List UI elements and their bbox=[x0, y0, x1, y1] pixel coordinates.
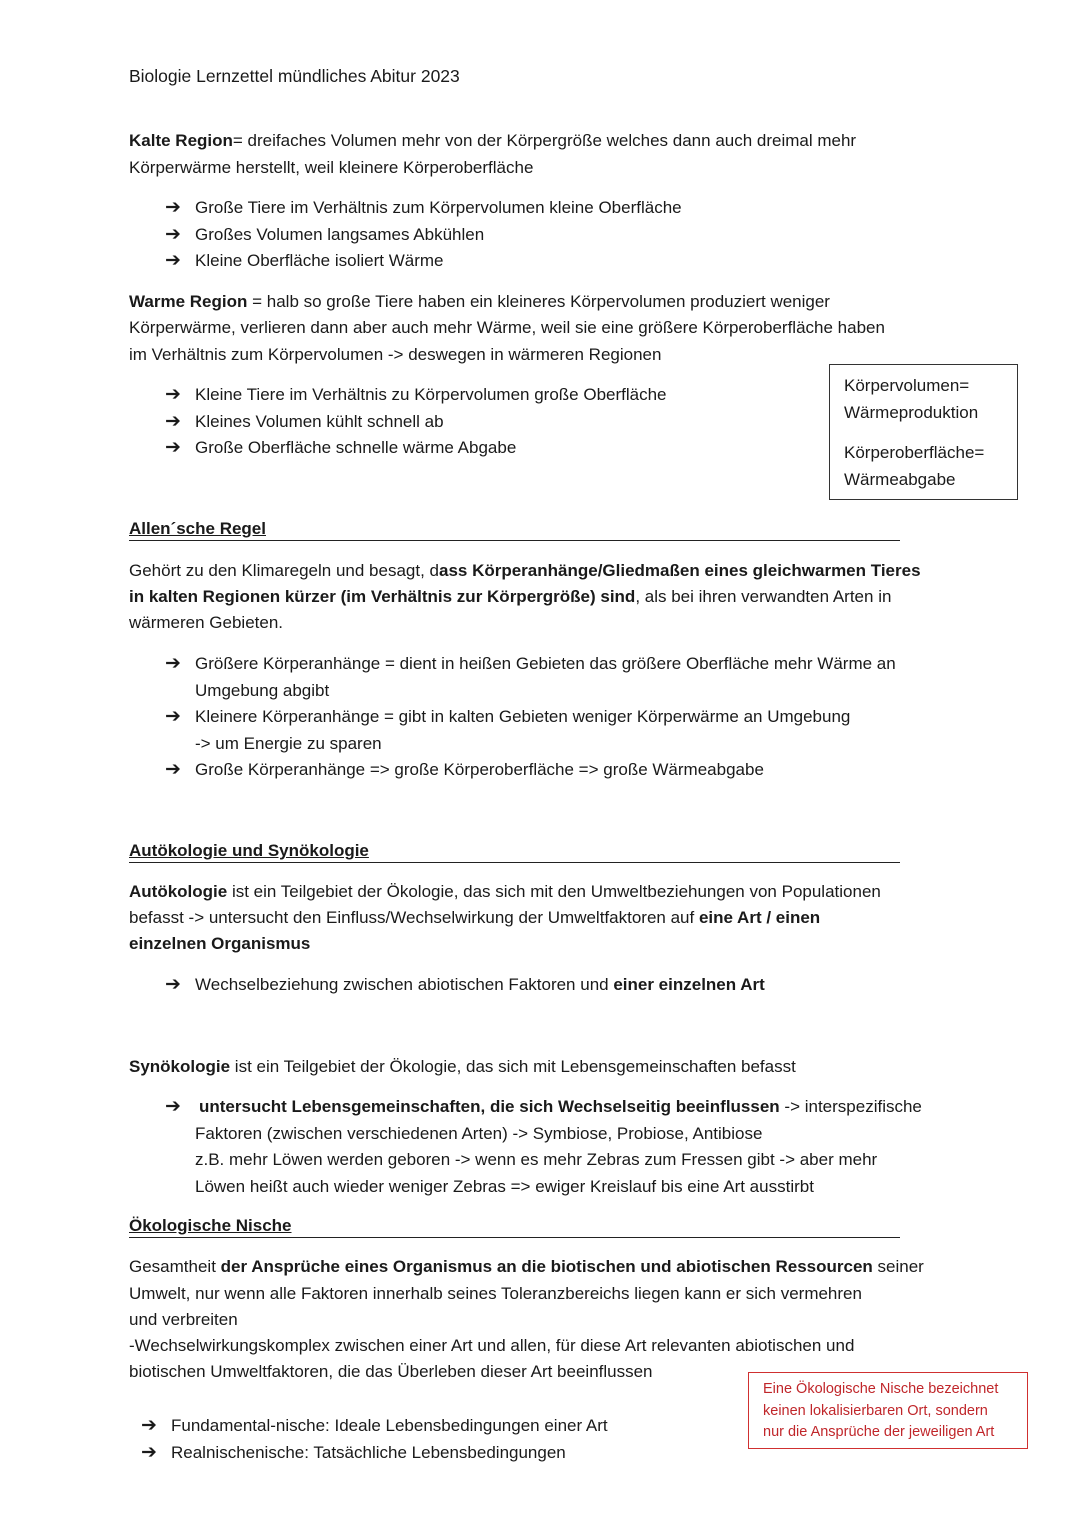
niche-line-3: und verbreiten bbox=[129, 1310, 238, 1329]
list-item: ➔ Kleine Oberfläche isoliert Wärme bbox=[165, 248, 682, 275]
allen-paragraph-line-2: in kalten Regionen kürzer (im Verhältnis zur Körpergröße) sind, als bei ihren verwandten Arten in bbox=[129, 587, 892, 606]
arrow-right-icon: ➔ bbox=[165, 410, 181, 432]
info-box bbox=[829, 364, 1018, 500]
list-item: ➔ untersucht Lebensgemeinschaften, die sich Wechselseitig beeinflussen -> interspezifische Faktoren (zwischen verschiedenen Arten) -> Symbiose, Probiose, Antibiose z.B. mehr Löwen werden geboren -> wenn es mehr Zebras zum Fressen gibt -> aber mehr Löwen heißt auch wieder weniger Zebras => ewiger Kreislauf bis eine Art ausstirbt bbox=[165, 1096, 922, 1196]
arrow-right-icon: ➔ bbox=[165, 653, 181, 674]
note-line: nur die Ansprüche der jeweiligen Art bbox=[763, 1424, 995, 1440]
arrow-right-icon: ➔ bbox=[165, 759, 181, 780]
list-item: ➔ Kleinere Körperanhänge = gibt in kalten Gebieten weniger Körperwärme an Umgebung -> um Energie zu sparen bbox=[165, 706, 851, 753]
document-title: Biologie Lernzettel mündliches Abitur 2023 bbox=[129, 66, 460, 86]
warm-region-line-1: Warme Region = halb so große Tiere haben ein kleineres Körpervolumen produziert weniger bbox=[129, 292, 830, 311]
warm-region-term: Warme Region bbox=[129, 292, 248, 311]
arrow-right-icon: ➔ bbox=[165, 250, 181, 271]
cold-region-text: = dreifaches Volumen mehr von der Körpergröße welches dann auch dreimal mehr bbox=[232, 131, 857, 150]
note-line: keinen lokalisierbaren Ort, sondern bbox=[763, 1402, 988, 1419]
niche-bullets bbox=[141, 1413, 608, 1466]
syn-line-1: Synökologie ist ein Teilgebiet der Ökologie, das sich mit Lebensgemeinschaften befasst bbox=[129, 1057, 796, 1076]
list-item: ➔ Kleines Volumen kühlt schnell ab bbox=[165, 409, 667, 436]
info-box-line: Körpervolumen= bbox=[844, 376, 970, 395]
section-heading-allen: Allen´sche Regel bbox=[129, 518, 900, 541]
niche-line-5: biotischen Umweltfaktoren, die das Überleben dieser Art beeinflussen bbox=[129, 1362, 653, 1381]
niche-line-2: Umwelt, nur wenn alle Faktoren innerhalb seines Toleranzbereichs liegen kann er sich vermehren bbox=[129, 1284, 862, 1303]
list-item: ➔ Realnischenische: Tatsächliche Lebensbedingungen bbox=[141, 1440, 608, 1467]
section-heading-autoekologie: Autökologie und Synökologie bbox=[129, 840, 900, 863]
syn-bullets bbox=[165, 1094, 965, 1200]
arrow-right-icon: ➔ bbox=[165, 384, 181, 405]
niche-line-1: Gesamtheit der Ansprüche eines Organismus an die biotischen und abiotischen Ressourcen seiner bbox=[129, 1257, 924, 1276]
arrow-right-icon: ➔ bbox=[165, 974, 181, 995]
niche-line-4: -Wechselwirkungskomplex zwischen einer Art und allen, für diese Art relevanten abiotischen und bbox=[129, 1336, 855, 1355]
note-line: Eine Ökologische Nische bezeichnet bbox=[763, 1381, 999, 1397]
arrow-right-icon: ➔ bbox=[165, 223, 181, 245]
list-item: ➔ Große Tiere im Verhältnis zum Körpervolumen kleine Oberfläche bbox=[165, 195, 682, 222]
arrow-right-icon: ➔ bbox=[165, 437, 181, 458]
list-item: ➔ Kleine Tiere im Verhältnis zu Körpervolumen große Oberfläche bbox=[165, 382, 667, 409]
auto-bullets bbox=[165, 972, 765, 999]
list-item: ➔ Größere Körperanhänge = dient in heißen Gebieten das größere Oberfläche mehr Wärme an Umgebung abgibt bbox=[165, 653, 896, 700]
arrow-right-icon: ➔ bbox=[141, 1441, 157, 1463]
list-item: ➔ Große Oberfläche schnelle wärme Abgabe bbox=[165, 435, 667, 462]
auto-line-3: einzelnen Organismus bbox=[129, 934, 311, 953]
niche-note-box bbox=[748, 1372, 1028, 1449]
allen-bullets bbox=[165, 651, 985, 784]
arrow-right-icon: ➔ bbox=[165, 706, 181, 727]
arrow-right-icon: ➔ bbox=[165, 197, 181, 218]
allen-paragraph-line-1: Gehört zu den Klimaregeln und besagt, dass Körperanhänge/Gliedmaßen eines gleichwarmen Tieres bbox=[129, 561, 921, 580]
list-item: ➔ Großes Volumen langsames Abkühlen bbox=[165, 222, 682, 249]
arrow-right-icon: ➔ bbox=[165, 1096, 181, 1117]
auto-line-2: befasst -> untersucht den Einfluss/Wechselwirkung der Umweltfaktoren auf eine Art / einen bbox=[129, 908, 821, 927]
arrow-right-icon: ➔ bbox=[141, 1415, 157, 1436]
list-item: ➔ Große Körperanhänge => große Körperoberfläche => große Wärmeabgabe bbox=[165, 757, 985, 784]
section-heading-nische: Ökologische Nische bbox=[129, 1215, 900, 1238]
list-item: ➔ Wechselbeziehung zwischen abiotischen Faktoren und einer einzelnen Art bbox=[165, 972, 765, 999]
cold-region-term: Kalte Region bbox=[129, 131, 233, 150]
info-box-line: Körperoberfläche= bbox=[844, 443, 985, 462]
cold-region-bullets bbox=[165, 195, 682, 275]
warm-region-bullets bbox=[165, 382, 667, 462]
cold-region-line-2: Körperwärme herstellt, weil kleinere Körperoberfläche bbox=[129, 158, 534, 177]
warm-region-line-3: im Verhältnis zum Körpervolumen -> deswegen in wärmeren Regionen bbox=[129, 345, 662, 364]
warm-region-line-2: Körperwärme, verlieren dann aber auch mehr Wärme, weil sie eine größere Körperoberfläche haben bbox=[129, 318, 885, 337]
list-item: ➔ Fundamental-nische: Ideale Lebensbedingungen einer Art bbox=[141, 1413, 608, 1440]
auto-line-1: Autökologie ist ein Teilgebiet der Ökologie, das sich mit den Umweltbeziehungen von Populationen bbox=[129, 882, 881, 901]
allen-paragraph-line-3: wärmeren Gebieten. bbox=[129, 613, 284, 632]
cold-region-line-1 bbox=[129, 128, 856, 155]
info-box-line: Wärmeproduktion bbox=[844, 402, 979, 422]
info-box-line: Wärmeabgabe bbox=[844, 469, 956, 489]
